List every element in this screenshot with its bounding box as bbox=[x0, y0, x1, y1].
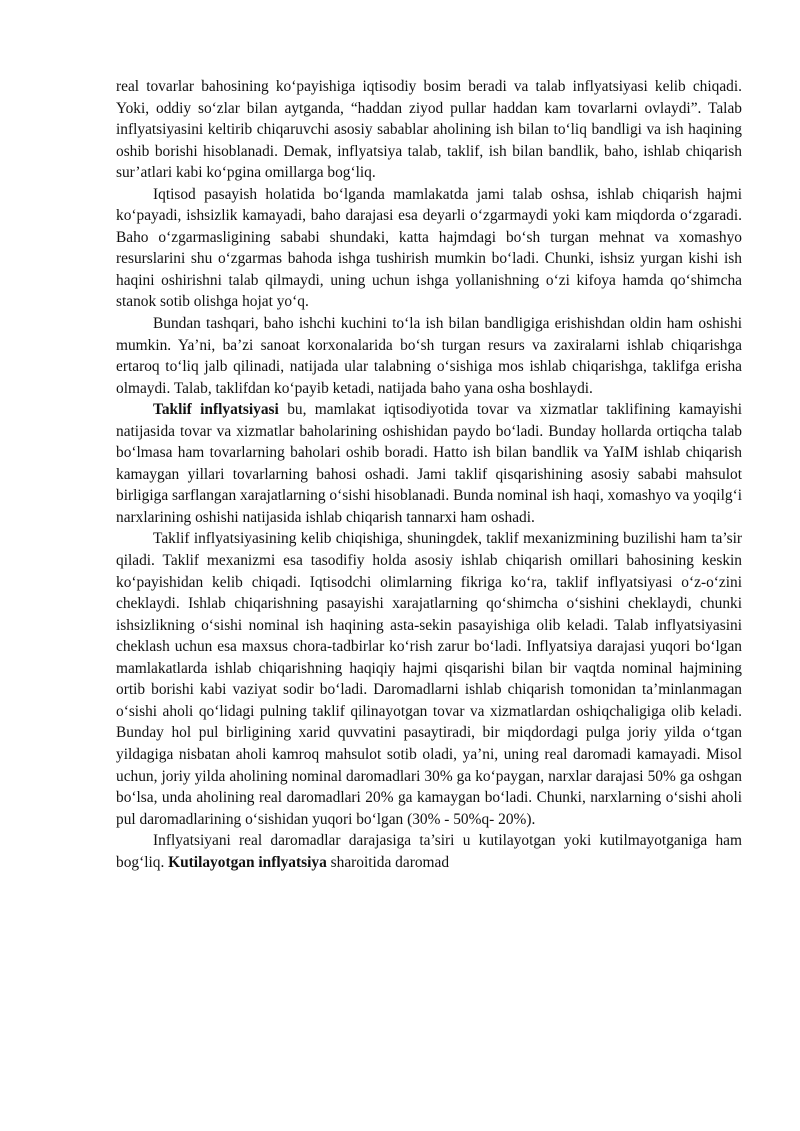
paragraph-3: Bundan tashqari, baho ishchi kuchini to‘la ish bilan bandligiga erishishdan oldin ham oshishi mumkin. Ya’ni, ba’zi sanoat korxonalarida bo‘sh turgan resurs va zaxiralarni ishlab chiqarishga ertaroq to‘liq jalb qilinadi, natijada ular talabning o‘sishiga mos ishlab chiqarishga, taklifga erisha olmaydi. Talab, taklifdan ko‘payib ketadi, natijada baho yana osha boshlaydi. bbox=[116, 315, 742, 397]
term-kutilayotgan-inflyatsiya: Kutilayotgan inflyatsiya bbox=[168, 853, 327, 871]
paragraph-6-text: Inflyatsiyani real daromadlar darajasiga ta’siri u kutilayotgan yoki kutilmayotganiga ham bog‘liq. bbox=[116, 832, 742, 871]
document-page bbox=[116, 76, 742, 873]
paragraph-6 bbox=[116, 830, 742, 873]
paragraph-2: Iqtisod pasayish holatida bo‘lganda mamlakatda jami talab oshsa, ishlab chiqarish hajmi ko‘payadi, ishsizlik kamayadi, baho darajasi esa deyarli o‘zgarmaydi yoki kam miqdorda o‘zgaradi. Baho o‘zgarmasligining sababi shundaki, katta hajmdagi bo‘sh turgan mehnat va xomashyo resurslarini shu o‘zgarmas bahoda ishga tushirish mumkin bo‘ladi. Chunki, ishsiz yurgan kishi ish haqini oshirishni talab qilmaydi, uning uchun ishga yollanishning o‘zi kifoya hamda qo‘shimcha stanok sotib olishga hojat yo‘q. bbox=[116, 185, 742, 311]
paragraph-4 bbox=[116, 399, 742, 528]
term-taklif-inflyatsiyasi: Taklif inflyatsiyasi bbox=[153, 401, 279, 419]
paragraph-6-tail: sharoitida daromad bbox=[326, 853, 450, 871]
paragraph-1: real tovarlar bahosining ko‘payishiga iqtisodiy bosim beradi va talab inflyatsiyasi kelib chiqadi. Yoki, oddiy so‘zlar bilan aytganda, “haddan ziyod pullar haddan kam tovarlarni ovlaydi”. Talab inflyatsiyasini keltirib chiqaruvchi asosiy sabablar aholining ish bilan to‘liq bandligi va ish haqining oshib borishi hisoblanadi. Demak, inflyatsiya talab, taklif, ish bilan bandlik, baho, ishlab chiqarish sur’atlari kabi ko‘pgina omillarga bog‘liq. bbox=[116, 78, 742, 182]
paragraph-5: Taklif inflyatsiyasining kelib chiqishiga, shuningdek, taklif mexanizmining buzilishi ham ta’sir qiladi. Taklif mexanizmi esa tasodifiy holda asosiy ishlab chiqarish omillari bahosining keskin ko‘payishidan kelib chiqadi. Iqtisodchi olimlarning fikriga ko‘ra, taklif inflyatsiyasi o‘z-o‘zini cheklaydi. Ishlab chiqarishning pasayishi xarajatlarning qo‘shimcha o‘sishini cheklaydi, chunki ishsizlikning o‘sishi nominal ish haqining asta-sekin pasayishiga olib keladi. Talab inflyatsiyasini cheklash uchun esa maxsus chora-tadbirlar ko‘rish zarur bo‘ladi. Inflyatsiya darajasi yuqori bo‘lgan mamlakatlarda ishlab chiqarishning haqiqiy hajmi qisqarishi bilan bir vaqtda nominal hajmining ortib borishi kabi vaziyat sodir bo‘ladi. Daromadlarni ishlab chiqarish tomonidan ta’minlanmagan o‘sishi aholi qo‘lidagi pulning taklif qilinayotgan tovar va xizmatlardan oshiqchaligiga olib keladi. Bunday hol pul birligining xarid quvvatini pasaytiradi, bir miqdordagi pulga joriy yilda o‘tgan yildagiga nisbatan aholi kamroq mahsulot sotib oladi, ya’ni, uning real daromadi kamayadi. Misol uchun, joriy yilda aholining nominal daromadlari 30% ga ko‘paygan, narxlar darajasi 50% ga oshgan bo‘lsa, unda aholining real daromadlari 20% ga kamaygan bo‘ladi. Chunki, narxlarning o‘sishi aholi pul daromadlarining o‘sishidan yuqori bo‘lgan (30% - 50%q- 20%). bbox=[116, 530, 742, 828]
paragraph-4-text: bu, mamlakat iqtisodiyotida tovar va xizmatlar taklifining kamayishi natijasida tovar va xizmatlar baholarining oshishidan paydo bo‘ladi. Bunday hollarda ortiqcha talab bo‘lmasa ham tovarlarning baholari oshib boradi. Hatto ish bilan bandlik va YaIM ishlab chiqarish kamaygan yillari tovarlarning bahosi oshadi. Jami taklif qisqarishining asosiy sababi mahsulot birligiga sarflangan xarajatlarning o‘sishi hisoblanadi. Bunda nominal ish haqi, xomashyo va yoqilg‘i narxlarining oshishi natijasida ishlab chiqarish tannarxi ham oshadi. bbox=[116, 401, 742, 526]
